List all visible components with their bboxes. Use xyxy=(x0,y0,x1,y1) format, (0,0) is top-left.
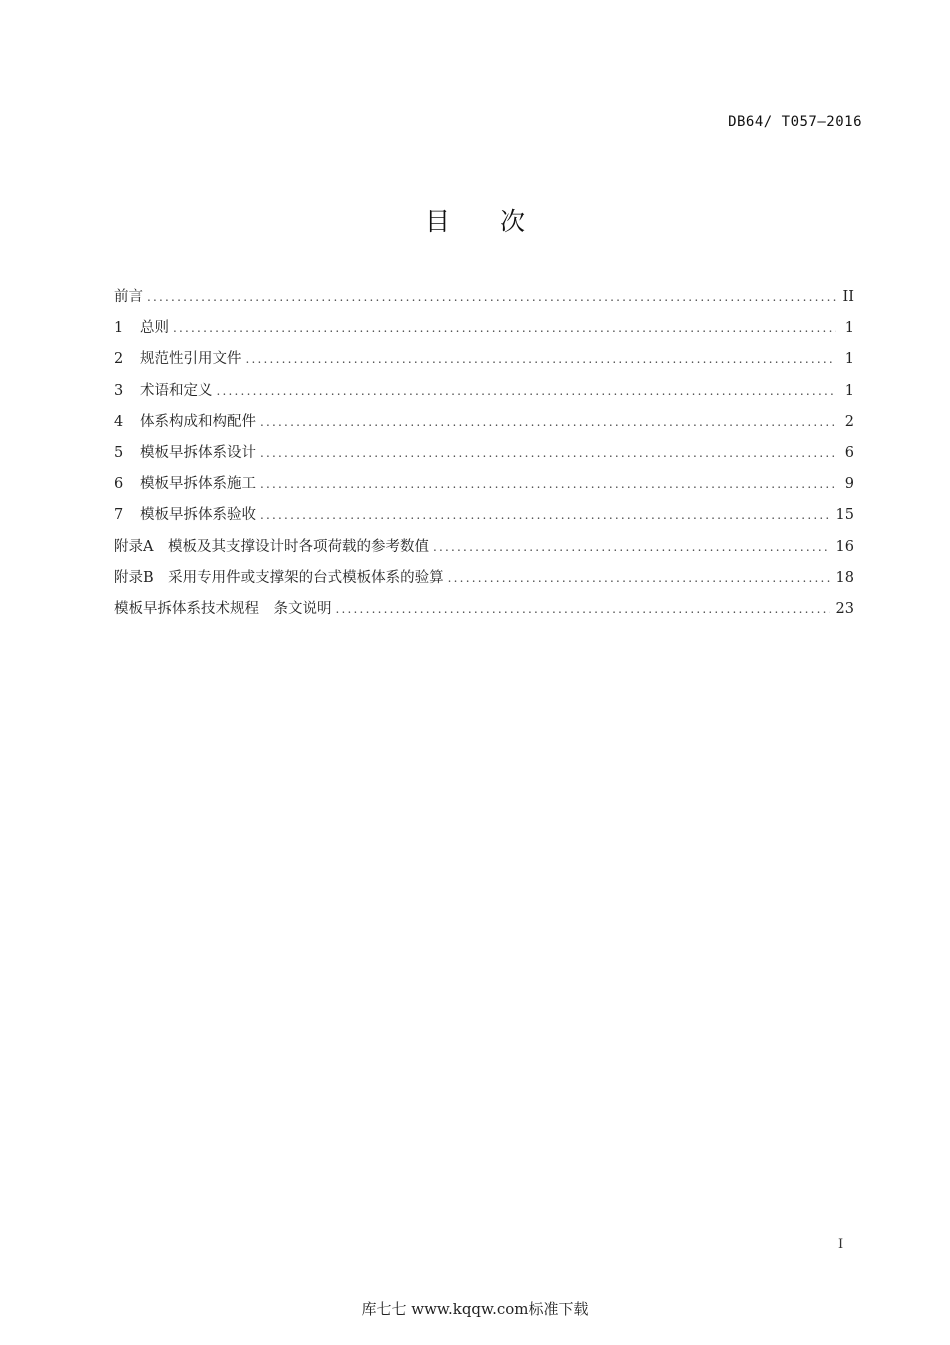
toc-entry-label: 术语和定义 xyxy=(140,382,213,399)
toc-entry-number: 4 xyxy=(114,413,124,430)
toc-leader-dots xyxy=(260,477,836,491)
toc-entry-preface[interactable] xyxy=(114,285,854,316)
toc-entry-page: 1 xyxy=(844,382,854,399)
toc-entry-page: 1 xyxy=(844,351,854,368)
toc-entry-label: 模板早拆体系施工 xyxy=(140,476,256,493)
page-number: I xyxy=(838,1237,844,1252)
toc-leader-dots xyxy=(433,540,830,554)
toc-entry-label: 模板早拆体系验收 xyxy=(140,507,256,524)
toc-entry-number: 3 xyxy=(114,382,124,399)
toc-leader-dots xyxy=(173,321,836,335)
toc-entry-page: 2 xyxy=(844,413,854,430)
toc-entry-number: 5 xyxy=(114,444,124,461)
toc-leader-dots xyxy=(336,602,830,616)
toc-entry-number: 6 xyxy=(114,476,124,493)
toc-entry-explanation[interactable] xyxy=(114,597,854,628)
toc-leader-dots xyxy=(448,571,830,585)
toc-entry-chapter-2[interactable] xyxy=(114,347,854,378)
toc-heading xyxy=(0,202,950,238)
toc-entry-chapter-4[interactable] xyxy=(114,410,854,441)
toc-entry-number: 2 xyxy=(114,351,124,368)
download-watermark: 库七七 www.kqqw.com标准下载 xyxy=(361,1300,589,1318)
document-code: DB64/ T057—2016 xyxy=(728,114,862,130)
toc-entry-page: 18 xyxy=(835,569,854,586)
toc-entry-appendix-b[interactable] xyxy=(114,566,854,597)
toc-entry-page: 6 xyxy=(844,444,854,461)
toc-leader-dots xyxy=(147,290,836,304)
toc-leader-dots xyxy=(260,508,830,522)
toc-entry-chapter-7[interactable] xyxy=(114,503,854,534)
toc-entry-chapter-6[interactable] xyxy=(114,472,854,503)
toc-entry-label: 体系构成和构配件 xyxy=(140,413,256,430)
toc-entry-chapter-1[interactable] xyxy=(114,316,854,347)
toc-entry-chapter-3[interactable] xyxy=(114,379,854,410)
toc-entry-chapter-5[interactable] xyxy=(114,441,854,472)
toc-leader-dots xyxy=(260,446,836,460)
toc-entry-page: II xyxy=(842,289,854,305)
table-of-contents xyxy=(114,285,854,628)
toc-entry-appendix-a[interactable] xyxy=(114,535,854,566)
toc-entry-label: 附录A 模板及其支撑设计时各项荷载的参考数值 xyxy=(114,538,429,555)
toc-entry-label: 规范性引用文件 xyxy=(140,351,242,368)
toc-leader-dots xyxy=(260,415,836,429)
toc-entry-label: 附录B 采用专用件或支撑架的台式模板体系的验算 xyxy=(114,569,444,586)
toc-leader-dots xyxy=(246,352,837,366)
toc-entry-number: 7 xyxy=(114,507,124,524)
toc-entry-page: 16 xyxy=(835,538,854,555)
toc-entry-label: 总则 xyxy=(140,320,169,337)
toc-heading-part-1: 目 xyxy=(424,207,450,236)
toc-leader-dots xyxy=(217,384,837,398)
toc-entry-label: 模板早拆体系技术规程 条文说明 xyxy=(114,600,332,617)
toc-entry-label: 模板早拆体系设计 xyxy=(140,444,256,461)
toc-entry-label: 前言 xyxy=(114,289,143,305)
toc-entry-number: 1 xyxy=(114,320,124,337)
toc-heading-part-2: 次 xyxy=(500,207,526,236)
toc-entry-page: 15 xyxy=(835,507,854,524)
toc-entry-page: 1 xyxy=(844,320,854,337)
toc-entry-page: 9 xyxy=(844,476,854,493)
toc-entry-page: 23 xyxy=(835,600,854,617)
